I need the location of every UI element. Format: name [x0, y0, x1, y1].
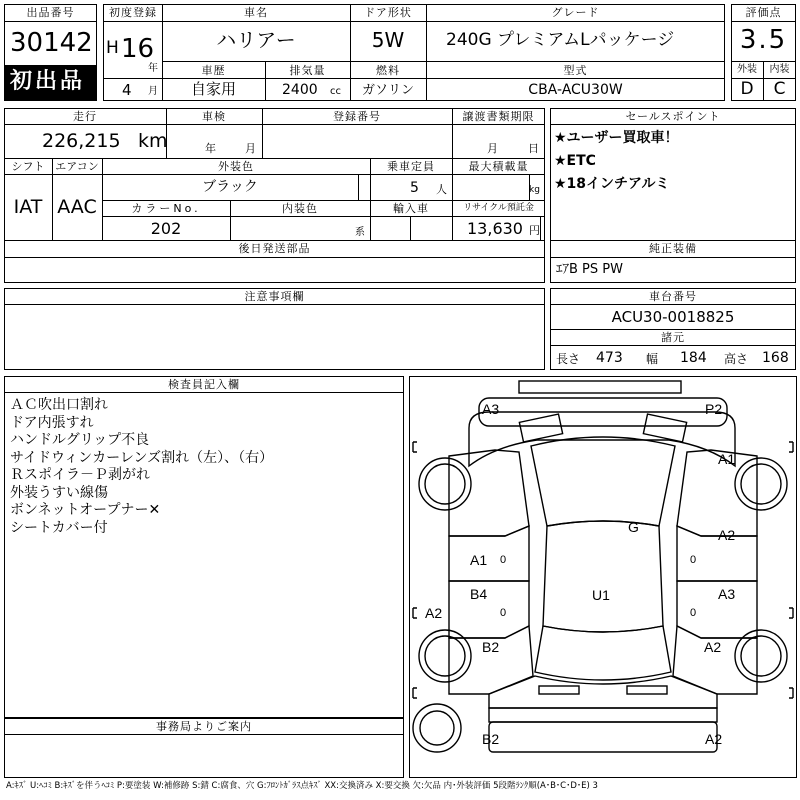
damage-zero-left-front: 0: [500, 554, 507, 566]
damage-a2-right-quarter: A2: [704, 639, 722, 655]
import-label: 輸入車: [393, 202, 429, 215]
transfer-day-unit: 日: [528, 142, 539, 155]
color: ブラック: [202, 179, 258, 195]
bracket-left: [413, 442, 417, 452]
mileage: 226,215: [42, 130, 121, 152]
displacement: 2400: [282, 82, 318, 98]
roof: [543, 521, 663, 632]
hood-outline: [469, 412, 735, 466]
interior-color-unit: 系: [355, 227, 365, 238]
lot-label: 出品番号: [26, 6, 75, 19]
history-label: 車歴: [201, 64, 226, 77]
inspection-label: 車検: [202, 110, 226, 123]
history: 自家用: [190, 80, 236, 98]
bracket-left-lower: [413, 608, 417, 618]
selling-point-2: ★ETC: [554, 153, 596, 169]
wheel-front-right-inner: [741, 464, 781, 504]
damage-b4-left-rear-door: B4: [470, 586, 488, 602]
inspector-line: 外装うすい線傷: [10, 484, 108, 501]
taillight-left: [539, 686, 579, 694]
later-parts-label: 後日発送部品: [238, 242, 311, 255]
ac: AAC: [57, 196, 97, 218]
shift-label: シフト: [11, 160, 45, 173]
windshield: [531, 437, 675, 526]
damage-zero-left-rear: 0: [500, 607, 507, 619]
inspector-notes: [10, 397, 273, 537]
car-diagram: [409, 376, 797, 778]
recycle-label: リサイクル預託金: [463, 203, 534, 213]
interior-grade: C: [773, 79, 786, 99]
door-type: 5W: [371, 28, 405, 52]
inspector-line: ＡＣ吹出口割れ: [10, 397, 108, 413]
load-unit: kg: [529, 185, 540, 195]
damage-a1-right-front: A1: [718, 451, 736, 467]
inspection-year-unit: 年: [205, 142, 216, 155]
damage-g-windshield: G: [628, 519, 639, 535]
bracket-right-lower: [789, 608, 793, 618]
notes-label: 注意事項欄: [244, 290, 305, 303]
grade: 240G プレミアムLパッケージ: [446, 30, 675, 50]
inspector-label: 検査員記入欄: [168, 378, 240, 391]
first-reg-label: 初度登録: [109, 6, 157, 19]
wheel-rear-right: [735, 630, 787, 682]
transfer-label: 譲渡書類期限: [462, 110, 535, 123]
damage-a3-right-rear-door: A3: [718, 586, 736, 602]
wheel-rear-left-inner: [425, 636, 465, 676]
era-letter: H: [106, 38, 119, 58]
score-label: 評価点: [745, 6, 782, 19]
length: 473: [596, 350, 623, 366]
door-label: ドア形状: [364, 6, 412, 19]
inspector-line: Ｒスポイラ－Ｐ剥がれ: [10, 467, 150, 483]
ac-label: エアコン: [55, 160, 99, 173]
headlight-right: [643, 414, 686, 442]
mileage-label: 走行: [73, 110, 97, 123]
equipment-value: ｴｱB PS PW: [556, 262, 623, 277]
inspector-line: ドア内張すれ: [10, 414, 94, 431]
reg-year: 16: [121, 34, 155, 64]
interior-color-label: 内装色: [282, 202, 318, 215]
score: 3.5: [739, 25, 788, 55]
model: CBA-ACU30W: [528, 82, 623, 98]
inspector-line: ハンドルグリップ不良: [10, 432, 150, 448]
wheel-rear-left: [419, 630, 471, 682]
right-front-door: [677, 526, 757, 581]
reg-year-unit: 年: [148, 63, 158, 74]
color-label: 外装色: [218, 160, 254, 173]
selling-point-3: ★18インチアルミ: [554, 176, 670, 192]
damage-p2-front-right: P2: [705, 401, 723, 417]
rear-bumper-top: [489, 708, 717, 722]
damage-a2-rear-bottom-right: A2: [705, 731, 723, 747]
exterior-grade: D: [740, 79, 754, 99]
car-name: ハリアー: [216, 28, 296, 52]
registration-label: 登録番号: [333, 110, 381, 123]
spare-tire-inner: [420, 711, 454, 745]
inspector-line: ボンネットオープナー✕: [10, 502, 161, 518]
displacement-label: 排気量: [289, 64, 326, 77]
rear-window: [535, 626, 671, 680]
damage-zero-right-rear: 0: [690, 607, 697, 619]
capacity-unit: 人: [436, 183, 447, 196]
dims-label: 諸元: [661, 331, 685, 344]
capacity: 5: [410, 180, 419, 196]
damage-a2-right-door: A2: [718, 527, 736, 543]
lot-number: 30142: [10, 28, 93, 58]
height: 168: [762, 350, 789, 366]
car-name-label: 車名: [244, 6, 268, 19]
wheel-front-right: [735, 458, 787, 510]
reg-month: 4: [122, 81, 132, 99]
chassis-number: ACU30-0018825: [611, 308, 735, 326]
wheel-front-left-inner: [425, 464, 465, 504]
fuel-label: 燃料: [376, 64, 400, 77]
bracket-right: [789, 442, 793, 452]
tailgate: [489, 676, 717, 708]
right-rear-door: [677, 581, 757, 638]
fuel: ガソリン: [361, 83, 414, 98]
model-label: 型式: [563, 64, 588, 77]
height-label: 高さ: [724, 352, 749, 366]
recycle: 13,630: [467, 219, 523, 238]
reg-month-unit: 月: [148, 86, 158, 97]
bracket-right-rear: [789, 688, 793, 698]
inspector-line: サイドウィンカーレンズ割れ（左）、（右）: [10, 449, 274, 466]
width: 184: [680, 350, 707, 366]
width-label: 幅: [646, 352, 659, 366]
color-no: 202: [150, 219, 182, 238]
footer-legend: A:ｷｽﾞ U:ﾍｺﾐ B:ｷｽﾞを伴うﾍｺﾐ P:要塗装 W:補修跡 S:錆 C:腐食、穴 G:ﾌﾛﾝﾄｶﾞﾗｽ点ｷｽﾞ XX:交換済み X:要交換 欠:欠品 内･外装評価 5段階ﾗﾝｸ順(A･B･C･D･E) 3: [6, 781, 598, 791]
office-label: 事務局よりご案内: [156, 720, 252, 733]
length-label: 長さ: [556, 352, 581, 366]
front-bumper-shape: [519, 381, 681, 393]
capacity-label: 乗車定員: [387, 160, 435, 173]
first-listing-badge: 初出品: [10, 69, 86, 94]
selling-points-box: [550, 108, 796, 241]
left-front-door: [449, 526, 529, 581]
recycle-unit: 円: [529, 224, 540, 237]
shift: IAT: [13, 196, 43, 218]
damage-a2-left-rear: A2: [425, 605, 443, 621]
exterior-label: 外装: [737, 64, 757, 75]
rear-bumper: [489, 722, 717, 752]
taillight-right: [627, 686, 667, 694]
bracket-left-rear: [413, 688, 417, 698]
damage-b2-left-quarter: B2: [482, 639, 500, 655]
wheel-rear-right-inner: [741, 636, 781, 676]
load-label: 最大積載量: [468, 160, 529, 173]
displacement-unit: cc: [330, 86, 341, 97]
inspection-month-unit: 月: [245, 142, 256, 155]
damage-zero-right-front: 0: [690, 554, 697, 566]
damage-a3-front-left: A3: [482, 401, 500, 417]
mileage-unit: km: [138, 130, 168, 152]
grade-label: グレード: [551, 6, 600, 19]
damage-a1-left-door: A1: [470, 552, 488, 568]
inspector-line: シートカバー付: [10, 519, 108, 536]
damage-b2-rear-bottom: B2: [482, 731, 500, 747]
equipment-label: 純正装備: [649, 242, 697, 255]
left-rear-door: [449, 581, 529, 638]
selling-point-1: ★ユーザー買取車！: [554, 130, 679, 146]
selling-points-label: セールスポイント: [625, 110, 721, 123]
color-no-label: カラーNo.: [131, 202, 201, 215]
wheel-front-left: [419, 458, 471, 510]
chassis-label: 車台番号: [649, 290, 697, 303]
interior-label: 内装: [769, 64, 790, 75]
transfer-month-unit: 月: [487, 142, 498, 155]
headlight-left: [519, 414, 562, 442]
damage-u1-roof: U1: [592, 587, 610, 603]
